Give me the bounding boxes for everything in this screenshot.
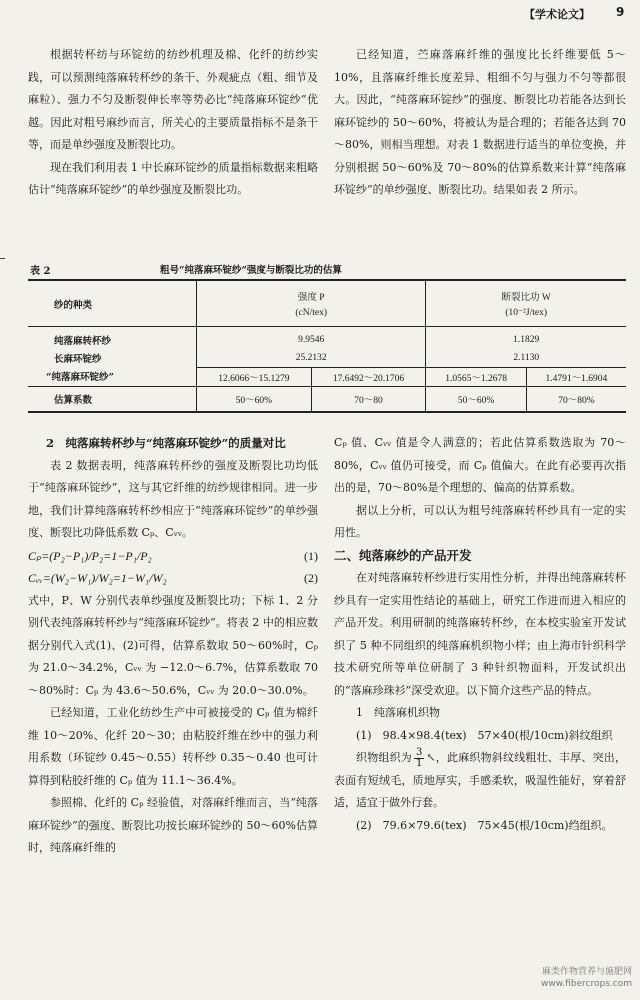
coefficient-value: 50～60% — [197, 386, 312, 412]
right-column-top — [334, 44, 626, 202]
row-label: 纯落麻转杯纱 — [28, 327, 197, 350]
coefficient-value: 50～60% — [426, 386, 526, 412]
table-caption-title: 粗号“纯落麻环锭纱”强度与断裂比功的估算 — [160, 265, 342, 276]
paragraph: 表 2 数据表明，纯落麻转杯纱的强度及断裂比功均低于“纯落麻环锭纱”，这与其它纤维的纺纱规律相同。进一步地，我们计算纯落麻转杯纱相应于“纯落麻环锭纱”的单纱强度、断裂比功降低系数 Cₚ、Cᵥᵥ。 — [28, 458, 318, 539]
work-value: 2.1130 — [426, 349, 626, 367]
margin-mark — [0, 258, 5, 259]
page-number: 9 — [616, 5, 625, 19]
paragraph: Cₚ 值、Cᵥᵥ 值是令人满意的；若此估算系数选取为 70～80%，Cᵥᵥ 值仍可接受，而 Cₚ 值偏大。在此有必要再次指出的是，70～80%是个理想的、偏高的估算系数。 — [334, 436, 626, 494]
table-header-label: 纱的种类 — [28, 280, 197, 327]
right-column-bottom — [334, 432, 626, 837]
watermark-line: 麻类作物营养与施肥网 — [541, 967, 632, 977]
estimate-value: 12.6066～15.1279 — [197, 367, 312, 386]
row-label: 估算系数 — [28, 386, 197, 412]
equation-text: Cₚ=(P₂−P₁)/P₂=1−P₁/P₂ — [28, 548, 152, 563]
list-item: (2) 79.6×79.6(tex) 75×45(根/10cm)绉组织。 — [356, 818, 613, 832]
journal-section-tag: 【学术论文】 — [524, 8, 590, 21]
work-unit: (10⁻²J/tex) — [426, 305, 626, 327]
strength-value: 25.2132 — [197, 349, 426, 367]
paragraph: 参照棉、化纤的 Cₚ 经验值，对落麻纤维而言，当“纯落麻环锭纱”的强度、断裂比功按长麻环锭纱的 50～60%估算时，纯落麻纤维的 — [28, 796, 318, 854]
paragraph: 式中，P、W 分别代表单纱强度及断裂比功；下标 1、2 分别代表纯落麻转杯纱与“纯落麻环锭纱”。将表 2 中的相应数据分别代入式(1)、(2)可得，估算系数取 50～60%时，Cₚ 为 21.0～34.2%，Cᵥᵥ 为 −12.0～6.7%，估算系数取 70～80%时：Cₚ 为 43.6～50.6%，Cᵥᵥ 为 20.0～30.0%。 — [28, 593, 318, 697]
row-label: 长麻环锭纱 — [54, 354, 102, 365]
watermark-url: www.fibercrops.com — [541, 979, 632, 989]
list-item: (1) 98.4×98.4(tex) 57×40(根/10cm)斜纹组织 — [356, 728, 613, 742]
subsection-heading: 2 纯落麻转杯纱与“纯落麻环锭纱”的质量对比 — [46, 436, 286, 450]
coefficient-value: 70～80 — [311, 386, 426, 412]
paragraph: 已经知道，苎麻落麻纤维的强度比长纤维要低 5～10%，且落麻纤维长度差异、粗细不匀与强力不匀等都很大。因此，“纯落麻环锭纱”的强度、断裂比功若能各达到长麻环锭纱的 50～60%，将被认为是合理的；若能各达到 70～80%，则相当理想。对表 1 数据进行适当的单位变换，并分别根据 50～60%及 70～80%的估算系数来计算“纯落麻环锭纱”的单纱强度、断裂比功。结果如表 2 所示。 — [334, 48, 626, 196]
estimate-table — [28, 279, 626, 413]
fraction-numerator: 3 — [416, 746, 423, 758]
subsection-heading: 1 纯落麻机织物 — [356, 706, 440, 719]
strength-header: 强度 P — [197, 280, 426, 305]
paragraph: 在对纯落麻转杯纱进行实用性分析，并得出纯落麻转杯纱具有一定实用性结论的基础上，研究工作进而进入相应的产品开发。利用研制的纯落麻转杯纱，在本校实验室开发试织了 5 种不同组织的纯落麻机织物小样；由上海市针织科学技术研究所等单位研制了 3 种针织物面料，开发试织出的“落麻珍珠衫”深受欢迎。以下简介这些产品的特点。 — [334, 571, 626, 697]
paragraph: 现在我们利用表 1 中长麻环锭纱的质量指标数据来粗略估计“纯落麻环锭纱”的单纱强度及断裂比功。 — [28, 160, 318, 196]
watermark — [520, 966, 632, 990]
strength-unit: (cN/tex) — [197, 305, 426, 327]
left-column-bottom — [28, 432, 318, 860]
equation-1 — [28, 545, 318, 568]
estimate-value: 1.0565～1.2678 — [426, 367, 526, 386]
estimate-value: 1.4791～1.6904 — [526, 367, 626, 386]
equation-2 — [28, 567, 318, 590]
list-item-description — [334, 747, 626, 815]
twill-fraction — [414, 748, 424, 769]
paragraph: 根据转杯纺与环锭纺的纺纱机理及棉、化纤的纺纱实践，可以预测纯落麻转杯纱的条干、外观疵点（粗、细节及麻粒）、强力不匀及断裂伸长率等势必比“纯落麻环锭纱”优越。因此对粗号麻纱而言，所关心的主要质量指标不是条干等，而是单纱强度及断裂比功。 — [28, 48, 318, 151]
equation-text: Cᵥᵥ=(W₂−W₁)/W₂=1−W₁/W₂ — [28, 571, 167, 585]
fraction-denominator: 1 — [416, 757, 423, 769]
work-value: 1.1829 — [426, 327, 626, 350]
paragraph: 据以上分析，可以认为粗号纯落麻转杯纱具有一定的实用性。 — [334, 503, 626, 539]
left-column-top — [28, 44, 318, 202]
desc-body: ↖，此麻织物斜纹线粗壮、丰厚、突出，表面有短绒毛，质地厚实，手感柔软，吸湿性能好，穿着舒适，适宜于做外行套。 — [334, 751, 627, 809]
table-caption-number: 表 2 — [30, 266, 51, 277]
row-label: “纯落麻环锭纱” — [46, 372, 114, 384]
estimate-value: 17.6492～20.1706 — [311, 367, 426, 386]
equation-number: (2) — [304, 571, 318, 585]
section-heading: 二、纯落麻纱的产品开发 — [334, 547, 472, 563]
equation-number: (1) — [304, 548, 318, 563]
work-header: 断裂比功 W — [426, 280, 626, 305]
strength-value: 9.9546 — [197, 327, 426, 350]
paragraph: 已经知道，工业化纺纱生产中可被接受的 Cₚ 值为棉纤维 10～20%、化纤 20～30；由粘胶纤维在纱中的强力利用系数（环锭纱 0.45～0.55）转杯纱 0.35～0.40 也可计算得到粘胶纤维的 Cₚ 值为 11.1～36.4%。 — [28, 706, 318, 787]
desc-prefix: 织物组织为 — [356, 751, 413, 764]
coefficient-value: 70～80% — [526, 386, 626, 412]
